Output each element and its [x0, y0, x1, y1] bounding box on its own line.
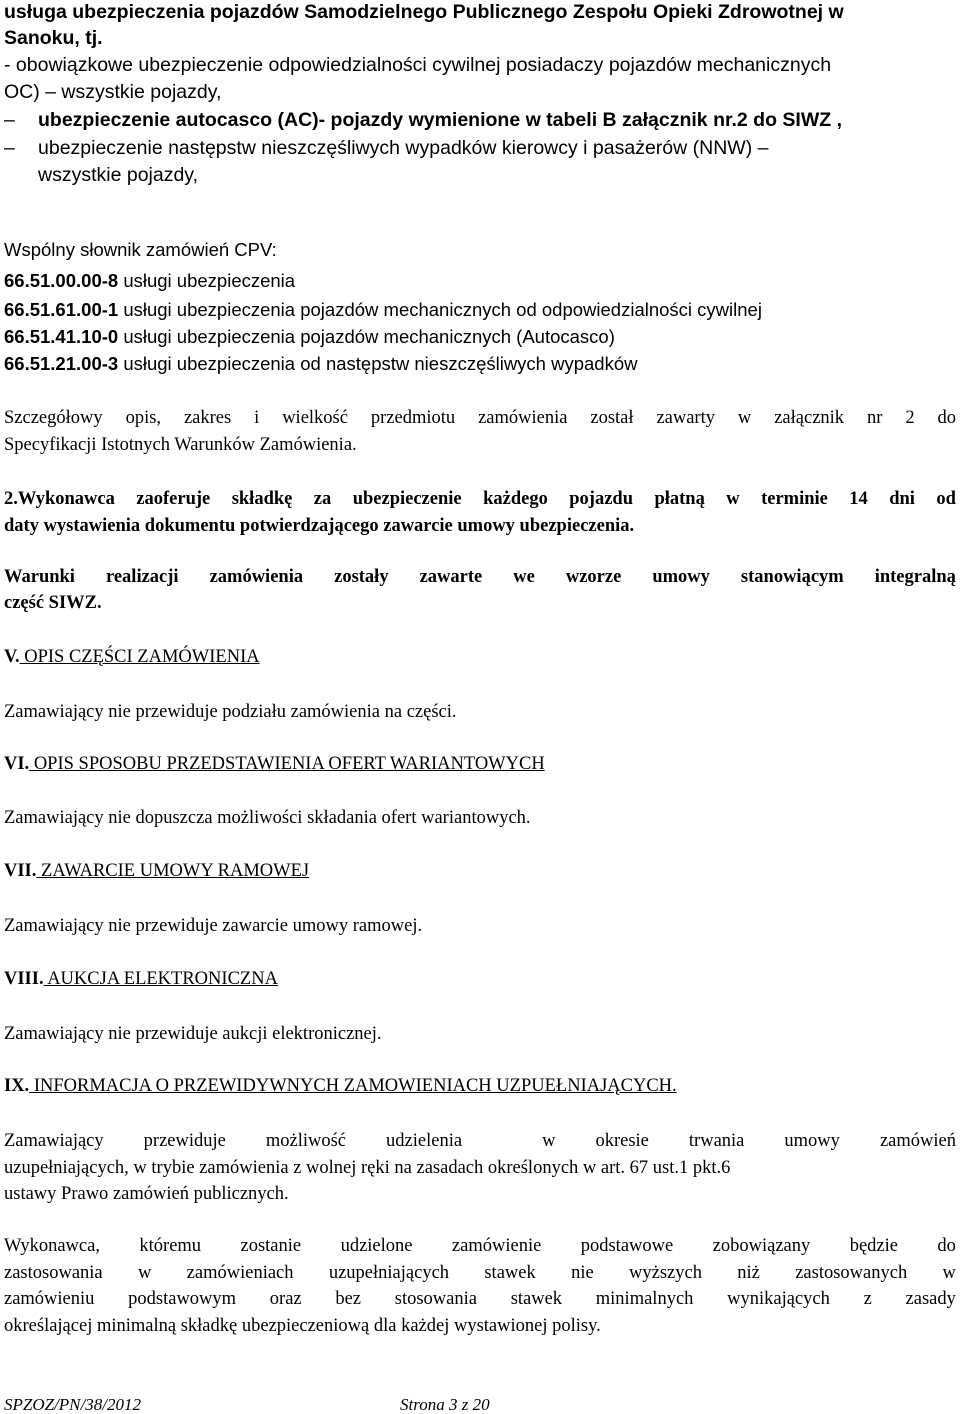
section-title: ZAWARCIE UMOWY RAMOWEJ [36, 861, 310, 881]
section-number: VII. [4, 861, 37, 881]
contractor-line-2 [4, 1264, 956, 1283]
conditions-line-1 [4, 568, 956, 587]
word: 14 [849, 489, 868, 509]
contractor-line-3 [4, 1290, 956, 1309]
word: do [937, 408, 956, 428]
word: udzielenia [386, 1131, 463, 1151]
word: w [726, 489, 740, 509]
bullet-dash-1: – [4, 109, 15, 131]
section-number: IX. [4, 1076, 30, 1096]
word: uzupełniających [328, 1263, 450, 1283]
word: wynikających [727, 1289, 830, 1309]
word: i [254, 408, 260, 428]
word: do [937, 1236, 956, 1256]
word: ubezpieczenie [352, 489, 462, 509]
scope-line-1 [4, 409, 956, 428]
word: zastosowania [4, 1263, 103, 1283]
cpv-item [4, 355, 638, 374]
word: minimalnych [595, 1289, 694, 1309]
word: Szczegółowy [4, 408, 103, 428]
word: podstawowym [128, 1289, 237, 1309]
bullet-ac: ubezpieczenie autocasco (AC)- pojazdy wymienione w tabeli B załącznik nr.2 do SIWZ , [38, 109, 842, 131]
conditions-line-2: część SIWZ. [4, 593, 102, 613]
word: zamówienie [451, 1236, 542, 1256]
cpv-item [4, 301, 762, 320]
cpv-heading: Wspólny słownik zamówień CPV: [4, 239, 277, 260]
cpv-code: 66.51.21.00-3 [4, 353, 119, 374]
word: płatną [654, 489, 705, 509]
section-text-v: Zamawiający nie przewiduje podziału zamówienia na części. [4, 702, 457, 722]
word: stosowania [394, 1289, 477, 1309]
section-text-vi: Zamawiający nie dopuszcza możliwości składania ofert wariantowych. [4, 808, 531, 828]
word: zostanie [240, 1236, 302, 1256]
word: integralną [874, 567, 956, 587]
word: zawarty [656, 408, 715, 428]
section-text-viii: Zamawiający nie przewiduje aukcji elektronicznej. [4, 1024, 382, 1044]
point2-line-1 [4, 490, 956, 509]
word: 2.Wykonawca [4, 489, 115, 509]
word: możliwość [265, 1131, 347, 1151]
word: Wykonawca, [4, 1236, 100, 1256]
cpv-code: 66.51.41.10-0 [4, 326, 119, 347]
cpv-desc: usługi ubezpieczenia pojazdów mechanicznych od odpowiedzialności cywilnej [118, 299, 762, 320]
ix-text-line-1 [4, 1132, 956, 1151]
intro-line-2: Sanoku, tj. [4, 27, 103, 49]
word: zastosowanych [795, 1263, 908, 1283]
word: zamówienia [478, 408, 568, 428]
word: oraz [269, 1289, 302, 1309]
section-heading-vi [4, 755, 545, 774]
word: opis, [125, 408, 162, 428]
bullet-dash-2: – [4, 137, 15, 159]
word: któremu [139, 1236, 202, 1256]
word: został [590, 408, 634, 428]
word: zaoferuje [136, 489, 211, 509]
section-heading-vii [4, 862, 309, 881]
word: stanowiącym [740, 567, 844, 587]
word: przedmiotu [370, 408, 456, 428]
intro-line-1: usługa ubezpieczenia pojazdów Samodzielnego Publicznego Zespołu Opieki Zdrowotnej w [4, 1, 844, 23]
word: terminie [761, 489, 828, 509]
scope-line-2: Specyfikacji Istotnych Warunków Zamówienia. [4, 435, 357, 455]
word: udzielone [340, 1236, 413, 1256]
word: Zamawiający [4, 1131, 104, 1151]
word: w [942, 1263, 956, 1283]
word: w [737, 408, 752, 428]
word: 2 [905, 408, 915, 428]
word: zamówienia [209, 567, 304, 587]
intro-line-4: OC) – wszystkie pojazdy, [4, 81, 222, 103]
word: stawek [484, 1263, 536, 1283]
section-heading-viii [4, 970, 278, 989]
word: zobowiązany [712, 1236, 811, 1256]
word: będzie [849, 1236, 898, 1256]
word: okresie [595, 1131, 649, 1151]
section-title: AUKCJA ELEKTRONICZNA [43, 969, 278, 989]
word: niż [737, 1263, 760, 1283]
section-number: VI. [4, 754, 30, 774]
word: we [513, 567, 535, 587]
bullet-nnw: ubezpieczenie następstw nieszczęśliwych wypadków kierowcy i pasażerów (NNW) – [38, 137, 769, 159]
intro-line-3: - obowiązkowe ubezpieczenie odpowiedzialności cywilnej posiadaczy pojazdów mechanicznych [4, 54, 832, 76]
bullet-nnw-cont: wszystkie pojazdy, [38, 164, 199, 186]
word: dni [889, 489, 915, 509]
word: wyższych [629, 1263, 702, 1283]
word: wielkość [282, 408, 348, 428]
cpv-desc: usługi ubezpieczenia pojazdów mechanicznych (Autocasco) [118, 326, 615, 347]
word: z [863, 1289, 872, 1309]
cpv-desc: usługi ubezpieczenia od następstw nieszczęśliwych wypadków [118, 353, 638, 374]
word: zostały [334, 567, 389, 587]
word: podstawowe [580, 1236, 674, 1256]
section-number: V. [4, 647, 20, 667]
word: zamówień [879, 1131, 956, 1151]
ix-text-line-2: uzupełniających, w trybie zamówienia z wolnej ręki na zasadach określonych w art. 67 ust.1 pkt.6 [4, 1158, 731, 1178]
footer-page-number: Strona 3 z 20 [400, 1395, 490, 1414]
section-title: INFORMACJA O PRZEWIDYWNYCH ZAMOWIENIACH UZPUEŁNIAJĄCYCH. [29, 1076, 677, 1096]
word: nr [866, 408, 883, 428]
section-number: VIII. [4, 969, 44, 989]
word: zawarte [419, 567, 483, 587]
word: umowy [652, 567, 710, 587]
contractor-line-1 [4, 1237, 956, 1256]
word: Warunki [4, 567, 75, 587]
section-heading-ix [4, 1077, 677, 1096]
cpv-code: 66.51.61.00-1 [4, 299, 119, 320]
word: za [313, 489, 332, 509]
word: każdego [483, 489, 548, 509]
word: umowy [784, 1131, 840, 1151]
word: zakres [183, 408, 232, 428]
cpv-item [4, 272, 295, 291]
point2-line-2: daty wystawienia dokumentu potwierdzającego zawarcie umowy ubezpieczenia. [4, 516, 635, 536]
section-title: OPIS SPOSOBU PRZEDSTAWIENIA OFERT WARIANTOWYCH [29, 754, 545, 774]
footer-doc-number: SPZOZ/PN/38/2012 [4, 1395, 141, 1414]
section-heading-v [4, 648, 260, 667]
word: zamówieniu [4, 1289, 95, 1309]
word: składkę [231, 489, 293, 509]
word: realizacji [105, 567, 179, 587]
cpv-item [4, 328, 615, 347]
contractor-line-4: określającej minimalną składkę ubezpieczeniową dla każdej wystawionej polisy. [4, 1316, 601, 1336]
word: wzorze [565, 567, 622, 587]
word: nie [571, 1263, 594, 1283]
cpv-desc: usługi ubezpieczenia [118, 270, 296, 291]
word: od [936, 489, 956, 509]
word: bez [335, 1289, 362, 1309]
word: pojazdu [569, 489, 633, 509]
word: zamówieniach [186, 1263, 294, 1283]
word: załącznik [774, 408, 845, 428]
cpv-code: 66.51.00.00-8 [4, 270, 119, 291]
word: w [137, 1263, 152, 1283]
section-title: OPIS CZĘŚCI ZAMÓWIENIA [19, 647, 260, 667]
section-text-vii: Zamawiający nie przewiduje zawarcie umowy ramowej. [4, 916, 423, 936]
word: zasady [905, 1289, 956, 1309]
word: w [542, 1131, 556, 1151]
ix-text-line-3: ustawy Prawo zamówień publicznych. [4, 1184, 289, 1204]
word: trwania [688, 1131, 745, 1151]
word: przewiduje [143, 1131, 226, 1151]
word: stawek [510, 1289, 563, 1309]
